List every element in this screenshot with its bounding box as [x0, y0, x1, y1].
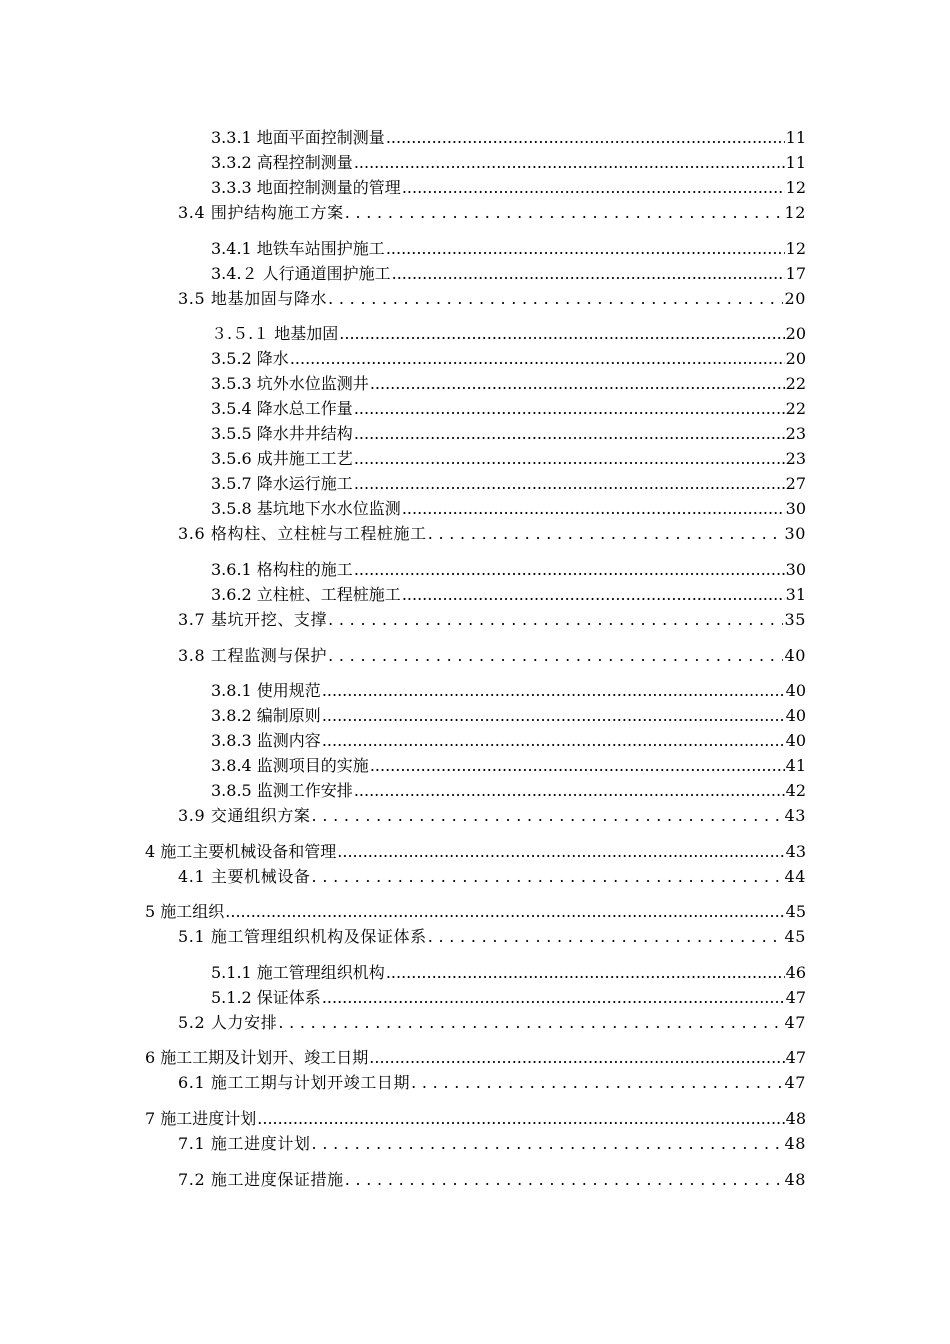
toc-entry-title: ３.５.１ 地基加固: [211, 324, 339, 343]
toc-entry-page: 27: [785, 474, 806, 493]
toc-entry-page: 40: [784, 646, 806, 665]
toc-entry[interactable]: [178, 523, 806, 545]
toc-entry[interactable]: [211, 962, 806, 984]
toc-leader: [354, 473, 785, 495]
toc-entry-title: 3.5.4 降水总工作量: [211, 399, 353, 418]
toc-entry-page: 45: [785, 902, 806, 921]
toc-leader: [257, 1108, 784, 1130]
toc-entry[interactable]: [178, 1169, 806, 1191]
toc-entry-title: 3.5.8 基坑地下水水位监测: [211, 499, 401, 518]
toc-entry-title: 5.2 人力安排: [178, 1013, 278, 1032]
toc-leader: [339, 323, 784, 345]
toc-entry[interactable]: [211, 780, 806, 802]
toc-entry-title: 3.5.2 降水: [211, 349, 289, 368]
toc-entry-page: 11: [785, 128, 806, 147]
toc-entry-page: 23: [785, 424, 806, 443]
toc-entry[interactable]: [211, 323, 806, 345]
toc-entry[interactable]: [211, 730, 806, 752]
toc-leader: [386, 127, 785, 149]
toc-entry[interactable]: [211, 238, 806, 260]
toc-entry[interactable]: [211, 755, 806, 777]
toc-entry-page: 47: [785, 988, 806, 1007]
toc-entry[interactable]: [211, 152, 806, 174]
toc-entry-title: 3.4 围护结构施工方案: [178, 203, 344, 222]
toc-entry[interactable]: [211, 473, 806, 495]
toc-leader: [312, 866, 784, 888]
toc-entry-title: 3.5.5 降水井井结构: [211, 424, 353, 443]
toc-leader: [337, 841, 784, 863]
toc-entry-page: 22: [785, 399, 806, 418]
toc-entry[interactable]: [211, 398, 806, 420]
toc-entry-title: 3.8.5 监测工作安排: [211, 781, 353, 800]
toc-entry[interactable]: [178, 866, 806, 888]
toc-entry[interactable]: [211, 498, 806, 520]
toc-leader: [322, 680, 785, 702]
toc-entry-page: 17: [785, 264, 806, 283]
toc-entry-title: 3.5.7 降水运行施工: [211, 474, 353, 493]
toc-entry-title: 3.4.２ 人行通道围护施工: [211, 264, 391, 283]
toc-entry[interactable]: [211, 127, 806, 149]
toc-entry[interactable]: [145, 1047, 806, 1069]
toc-entry-title: 3.6.2 立柱桩、工程桩施工: [211, 585, 401, 604]
toc-entry-page: 48: [784, 1170, 806, 1189]
toc-entry-page: 12: [785, 178, 806, 197]
toc-entry[interactable]: [178, 805, 806, 827]
toc-entry[interactable]: [145, 1108, 806, 1130]
toc-entry[interactable]: [211, 680, 806, 702]
toc-entry-title: 3.8 工程监测与保护: [178, 646, 328, 665]
toc-entry-title: 7.2 施工进度保证措施: [178, 1170, 344, 1189]
toc-entry[interactable]: [211, 987, 806, 1009]
toc-entry-page: 23: [785, 449, 806, 468]
toc-entry-title: 3.9 交通组织方案: [178, 806, 311, 825]
toc-entry[interactable]: [211, 559, 806, 581]
toc-entry[interactable]: [178, 926, 806, 948]
toc-entry[interactable]: [178, 1012, 806, 1034]
toc-leader: [428, 523, 784, 545]
toc-entry[interactable]: [211, 263, 806, 285]
toc-leader: [354, 559, 785, 581]
toc-entry-page: 30: [785, 499, 806, 518]
toc-entry[interactable]: [178, 288, 806, 310]
toc-entry-page: 41: [785, 756, 806, 775]
toc-entry[interactable]: [211, 373, 806, 395]
toc-entry[interactable]: [178, 645, 806, 667]
toc-entry-page: 44: [784, 867, 806, 886]
toc-entry-page: 47: [784, 1073, 806, 1092]
toc-leader: [354, 423, 785, 445]
toc-leader: [428, 926, 784, 948]
toc-entry-title: 6.1 施工工期与计划开竣工日期: [178, 1073, 411, 1092]
toc-entry-page: 43: [785, 842, 806, 861]
toc-entry[interactable]: [178, 1072, 806, 1094]
toc-entry-page: 30: [785, 560, 806, 579]
toc-entry-title: 4.1 主要机械设备: [178, 867, 311, 886]
toc-leader: [322, 705, 785, 727]
toc-leader: [225, 901, 784, 923]
toc-entry-title: 4 施工主要机械设备和管理: [145, 842, 337, 861]
toc-entry-page: 20: [785, 324, 806, 343]
toc-entry-title: 3.6.1 格构柱的施工: [211, 560, 353, 579]
toc-leader: [386, 962, 785, 984]
toc-entry-page: 42: [785, 781, 806, 800]
toc-entry[interactable]: [145, 841, 806, 863]
toc-entry-page: 30: [784, 524, 806, 543]
toc-leader: [345, 202, 784, 224]
toc-leader: [312, 805, 784, 827]
toc-entry-page: 20: [784, 289, 806, 308]
toc-leader: [328, 288, 783, 310]
toc-entry-page: 20: [785, 349, 806, 368]
toc-leader: [354, 780, 785, 802]
toc-entry[interactable]: [211, 348, 806, 370]
toc-entry-title: 3.8.4 监测项目的实施: [211, 756, 369, 775]
toc-entry-page: 12: [784, 203, 806, 222]
toc-entry[interactable]: [211, 177, 806, 199]
toc-entry-title: 5 施工组织: [145, 902, 225, 921]
toc-entry-page: 22: [785, 374, 806, 393]
toc-leader: [369, 1047, 784, 1069]
toc-entry-page: 40: [785, 731, 806, 750]
toc-entry-page: 48: [785, 1109, 806, 1128]
toc-entry-title: 3.4.1 地铁车站围护施工: [211, 239, 385, 258]
toc-entry-title: 5.1 施工管理组织机构及保证体系: [178, 927, 427, 946]
toc-entry-page: 47: [785, 1048, 806, 1067]
toc-entry-page: 48: [784, 1134, 806, 1153]
toc-entry[interactable]: [211, 584, 806, 606]
toc-leader: [278, 1012, 783, 1034]
toc-leader: [402, 584, 785, 606]
toc-leader: [312, 1133, 784, 1155]
toc-entry-title: 3.5.6 成井施工工艺: [211, 449, 353, 468]
toc-entry-title: 3.5.3 坑外水位监测井: [211, 374, 369, 393]
toc-entry-page: 12: [785, 239, 806, 258]
toc-leader: [411, 1072, 783, 1094]
toc-entry-title: 3.8.2 编制原则: [211, 706, 321, 725]
toc-leader: [354, 448, 785, 470]
toc-entry-title: 3.3.2 高程控制测量: [211, 153, 353, 172]
toc-entry-title: 3.8.3 监测内容: [211, 731, 321, 750]
toc-entry-title: 3.3.3 地面控制测量的管理: [211, 178, 401, 197]
toc-entry[interactable]: [178, 609, 806, 631]
toc-leader: [290, 348, 785, 370]
toc-entry-title: 5.1.2 保证体系: [211, 988, 321, 1007]
toc-entry-page: 45: [784, 927, 806, 946]
toc-leader: [402, 177, 785, 199]
toc-entry[interactable]: [178, 202, 806, 224]
toc-leader: [370, 373, 785, 395]
toc-leader: [386, 238, 785, 260]
toc-entry-title: 6 施工工期及计划开、竣工日期: [145, 1048, 369, 1067]
toc-entry-title: 3.5 地基加固与降水: [178, 289, 328, 308]
toc-entry-page: 35: [784, 610, 806, 629]
toc-leader: [354, 152, 785, 174]
toc-entry-title: 7 施工进度计划: [145, 1109, 257, 1128]
toc-entry-title: 3.8.1 使用规范: [211, 681, 321, 700]
toc-entry[interactable]: [211, 705, 806, 727]
toc-leader: [392, 263, 785, 285]
toc-leader: [370, 755, 785, 777]
toc-entry-page: 11: [785, 153, 806, 172]
toc-entry-page: 47: [784, 1013, 806, 1032]
toc-leader: [322, 987, 785, 1009]
toc-entry[interactable]: [145, 901, 806, 923]
toc-entry[interactable]: [211, 448, 806, 470]
toc-leader: [328, 609, 783, 631]
toc-entry-title: 3.3.1 地面平面控制测量: [211, 128, 385, 147]
toc-leader: [328, 645, 783, 667]
toc-leader: [345, 1169, 784, 1191]
toc-entry-page: 40: [785, 706, 806, 725]
toc-entry-title: 3.7 基坑开挖、支撑: [178, 610, 328, 629]
toc-entry-title: 7.1 施工进度计划: [178, 1134, 311, 1153]
toc-entry-page: 43: [784, 806, 806, 825]
toc-entry[interactable]: [178, 1133, 806, 1155]
toc-entry-title: 3.6 格构柱、立柱桩与工程桩施工: [178, 524, 427, 543]
toc-entry-title: 5.1.1 施工管理组织机构: [211, 963, 385, 982]
toc-leader: [322, 730, 785, 752]
toc-entry[interactable]: [211, 423, 806, 445]
toc-entry-page: 46: [785, 963, 806, 982]
toc-entry-page: 31: [785, 585, 806, 604]
toc-leader: [402, 498, 785, 520]
toc-entry-page: 40: [785, 681, 806, 700]
toc-leader: [354, 398, 785, 420]
